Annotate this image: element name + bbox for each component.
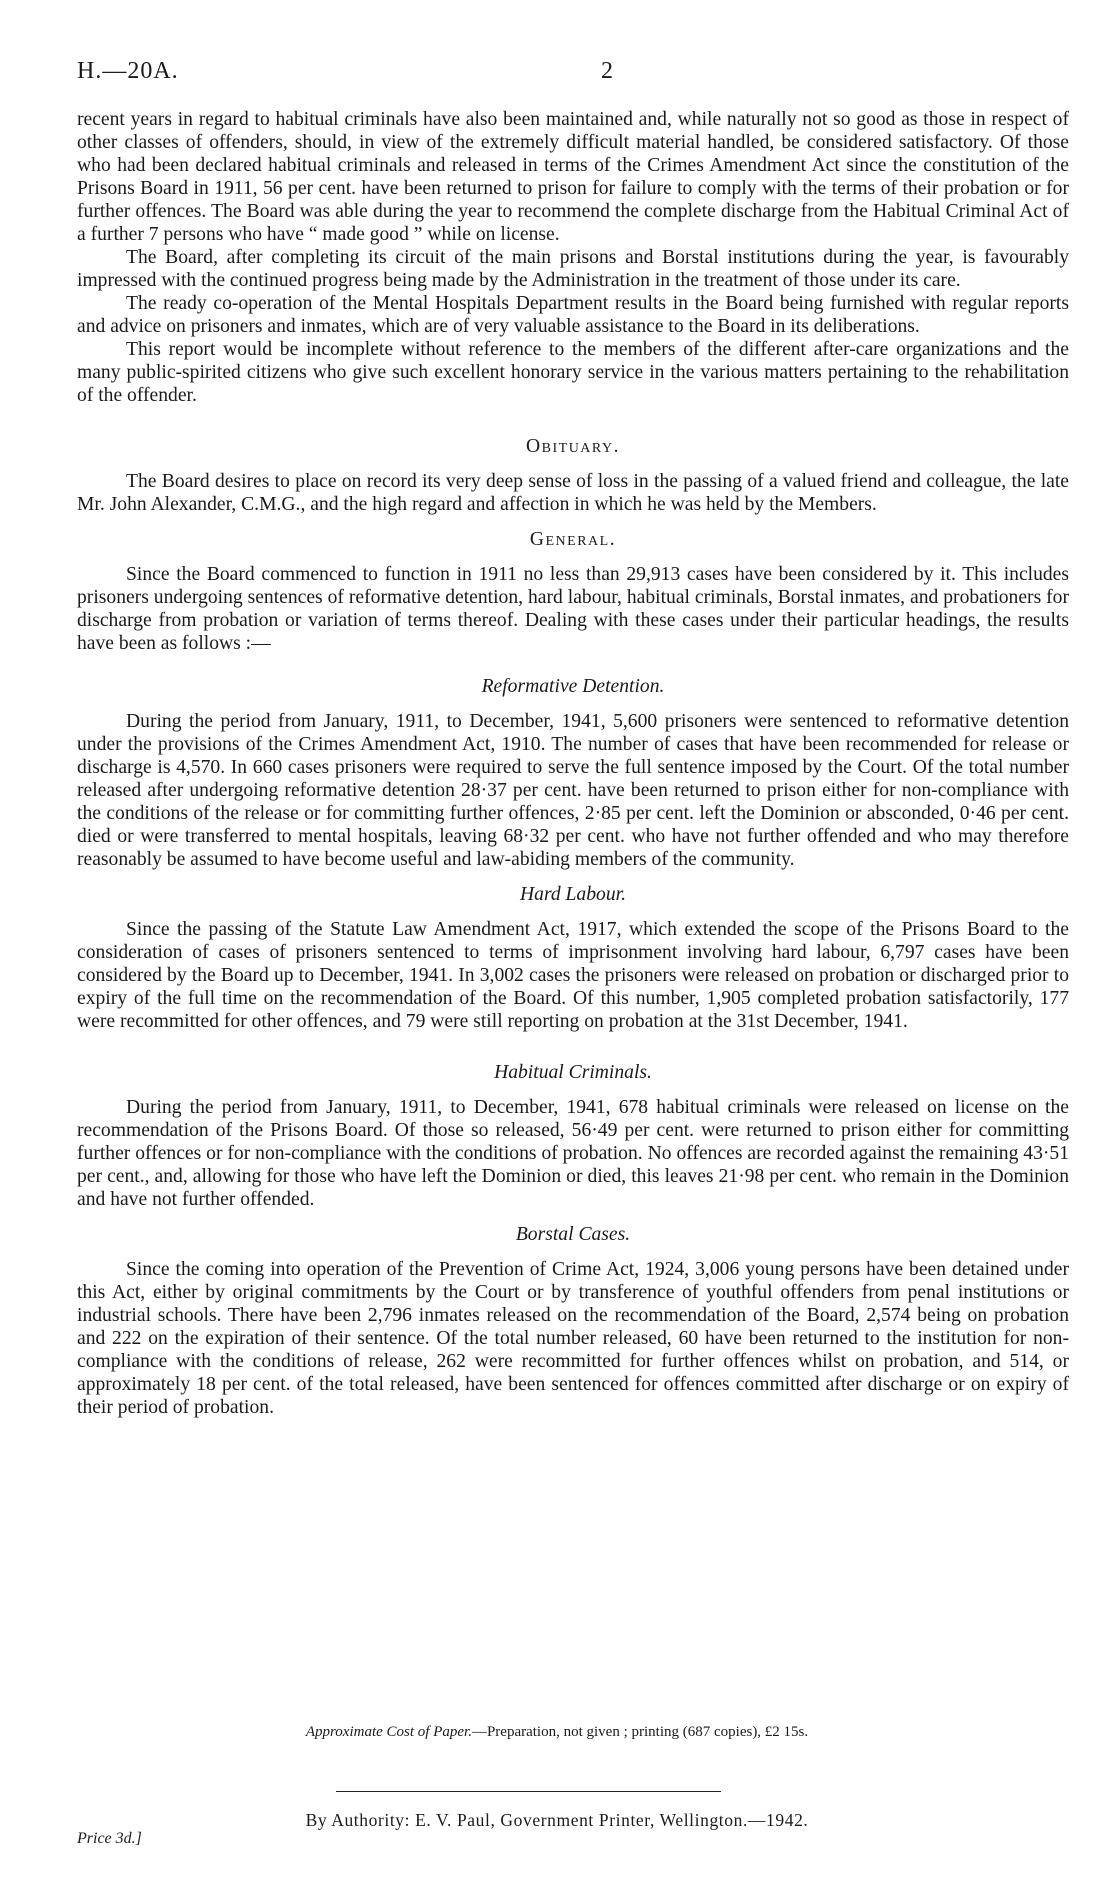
- cost-of-paper-note: [0, 1724, 1114, 1741]
- obituary-paragraph: The Board desires to place on record its very deep sense of loss in the passing of a valued friend and colleague, the late Mr. John Alexander, C.M.G., and the high regard and affection in which he was held by the Members.: [77, 471, 1069, 515]
- reformative-detention-heading: Reformative Detention.: [481, 676, 665, 697]
- intro-paragraph-1: recent years in regard to habitual criminals have also been maintained and, while naturally not so good as those in respect of other classes of offenders, should, in view of the extremely difficult material handled, be considered satisfactory. Of those who had been declared habitual criminals and released in terms of the Crimes Amendment Act since the constitution of the Prisons Board in 1911, 56 per cent. have been returned to prison for failure to comply with the terms of their probation or for further offences. The Board was able during the year to recommend the complete discharge from the Habitual Criminal Act of a further 7 persons who have “ made good ” while on license.: [77, 109, 1069, 245]
- document-reference: H.—20A.: [77, 58, 179, 84]
- intro-paragraph-4: This report would be incomplete without reference to the members of the different after-care organizations and the many public-spirited citizens who give such excellent honorary service in the various matters pertaining to the rehabilitation of the offender.: [77, 339, 1069, 406]
- footer-divider: [336, 1791, 721, 1792]
- price-note: Price 3d.]: [77, 1830, 142, 1847]
- printer-authority: By Authority: E. V. Paul, Government Printer, Wellington.—1942.: [305, 1810, 809, 1830]
- report-body: [77, 108, 1069, 1419]
- intro-paragraph-3: The ready co-operation of the Mental Hospitals Department results in the Board being furnished with regular reports and advice on prisoners and inmates, which are of very valuable assistance to the Board in its deliberations.: [77, 293, 1069, 337]
- habitual-criminals-paragraph: During the period from January, 1911, to December, 1941, 678 habitual criminals were released on license on the recommendation of the Prisons Board. Of those so released, 56·49 per cent. were returned to prison either for committing further offences or for non-compliance with the conditions of probation. No offences are recorded against the remaining 43·51 per cent., and, allowing for those who have left the Dominion or died, this leaves 21·98 per cent. who remain in the Dominion and have not further offended.: [77, 1097, 1069, 1210]
- cost-label: Approximate Cost of Paper.: [305, 1724, 472, 1740]
- borstal-cases-heading: Borstal Cases.: [515, 1224, 631, 1245]
- borstal-cases-paragraph: Since the coming into operation of the Prevention of Crime Act, 1924, 3,006 young persons have been detained under this Act, either by original commitments by the Court or by transference of youthful offenders from penal institutions or industrial schools. There have been 2,796 inmates released on the recommendation of the Board, 2,574 being on probation and 222 on the expiration of their sentence. Of the total number released, 60 have been returned to the institution for non-compliance with the conditions of release, 262 were recommitted for further offences whilst on probation, and 514, or approximately 18 per cent. of the total released, have been sentenced for offences committed after discharge or on expiry of their period of probation.: [77, 1259, 1069, 1418]
- general-paragraph: Since the Board commenced to function in 1911 no less than 29,913 cases have been considered by it. This includes prisoners undergoing sentences of reformative detention, hard labour, habitual criminals, Borstal inmates, and probationers for discharge from probation or variation of terms thereof. Dealing with these cases under their particular headings, the results have been as follows :—: [77, 564, 1069, 654]
- general-heading: General.: [529, 529, 617, 550]
- habitual-criminals-heading: Habitual Criminals.: [494, 1062, 652, 1083]
- hard-labour-heading: Hard Labour.: [520, 884, 626, 905]
- page-header: [77, 58, 964, 98]
- cost-details: —Preparation, not given ; printing (687 copies), £2 15s.: [471, 1724, 809, 1740]
- intro-paragraph-2: The Board, after completing its circuit of the main prisons and Borstal institutions during the year, is favourably impressed with the continued progress being made by the Administration in the treatment of those under its care.: [77, 247, 1069, 291]
- page-number: 2: [601, 58, 613, 84]
- hard-labour-paragraph: Since the passing of the Statute Law Amendment Act, 1917, which extended the scope of the Prisons Board to the consideration of cases of prisoners sentenced to terms of imprisonment involving hard labour, 6,797 cases have been considered by the Board up to December, 1941. In 3,002 cases the prisoners were released on probation or discharged prior to expiry of the full time on the recommendation of the Board. Of this number, 1,905 completed probation satisfactorily, 177 were recommitted for other offences, and 79 were still reporting on probation at the 31st December, 1941.: [77, 919, 1069, 1032]
- reformative-detention-paragraph: During the period from January, 1911, to December, 1941, 5,600 prisoners were sentenced to reformative detention under the provisions of the Crimes Amendment Act, 1910. The number of cases that have been recommended for release or discharge is 4,570. In 660 cases prisoners were required to serve the full sentence imposed by the Court. Of the total number released after undergoing reformative detention 28·37 per cent. have been returned to prison either for non-compliance with the conditions of the release or for committing further offences, 2·85 per cent. left the Dominion or absconded, 0·46 per cent. died or were transferred to mental hospitals, leaving 68·32 per cent. who have not further offended and who may therefore reasonably be assumed to have become useful and law-abiding members of the community.: [77, 711, 1069, 870]
- obituary-heading: Obituary.: [526, 436, 620, 457]
